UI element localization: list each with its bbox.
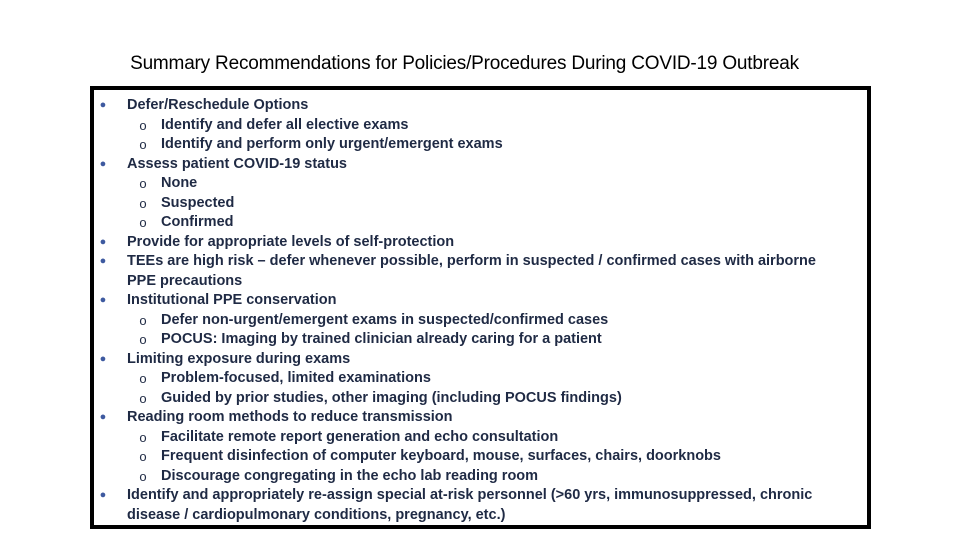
sub-bullet-icon: o xyxy=(139,215,147,230)
bullet-icon: ● xyxy=(99,255,107,267)
sub-list-item xyxy=(94,311,867,331)
list-item xyxy=(94,350,867,370)
sub-item-text: Confirmed xyxy=(161,214,234,230)
sub-item-text: Problem-focused, limited examinations xyxy=(161,370,431,386)
list-item xyxy=(94,252,867,291)
recommendations-list xyxy=(94,96,867,525)
list-item xyxy=(94,233,867,253)
slide-title: Summary Recommendations for Policies/Procedures During COVID-19 Outbreak xyxy=(130,53,799,74)
sub-bullet-icon: o xyxy=(139,176,147,191)
sub-list-item xyxy=(94,194,867,214)
sub-bullet-icon: o xyxy=(139,137,147,152)
sub-list-item xyxy=(94,369,867,389)
recommendations-box xyxy=(90,86,871,529)
sub-item-text: Identify and perform only urgent/emergent exams xyxy=(161,136,503,152)
sub-list-item xyxy=(94,135,867,155)
item-text: Limiting exposure during exams xyxy=(127,350,351,367)
bullet-icon: ● xyxy=(99,235,107,248)
bullet-icon: ● xyxy=(99,294,107,306)
list-item xyxy=(94,96,867,116)
sub-item-text: Defer non-urgent/emergent exams in suspected/confirmed cases xyxy=(161,311,609,328)
sub-list-item xyxy=(94,467,867,487)
sub-item-text: Frequent disinfection of computer keyboard, mouse, surfaces, chairs, doorknobs xyxy=(161,448,721,464)
sub-bullet-icon: o xyxy=(139,332,147,347)
sub-item-text: Discourage congregating in the echo lab reading room xyxy=(161,467,539,484)
sub-list-item xyxy=(94,389,867,409)
sub-bullet-icon: o xyxy=(139,312,147,328)
bullet-icon: ● xyxy=(99,157,107,170)
item-text: Identify and appropriately re-assign special at-risk personnel (>60 yrs, immunosuppressed, chronic disease / cardiopulmonary conditions, pregnancy, etc.) xyxy=(127,487,813,523)
list-item xyxy=(94,486,867,525)
sub-item-text: Suspected xyxy=(161,194,235,211)
bullet-icon: ● xyxy=(99,352,107,365)
bullet-icon: ● xyxy=(99,99,107,111)
list-item xyxy=(94,408,867,428)
item-text: Institutional PPE conservation xyxy=(127,292,337,308)
sub-list-item xyxy=(94,213,867,233)
sub-bullet-icon: o xyxy=(139,117,147,133)
item-text: Reading room methods to reduce transmission xyxy=(127,409,453,425)
sub-item-text: Guided by prior studies, other imaging (including POCUS findings) xyxy=(161,389,622,406)
sub-list-item xyxy=(94,116,867,136)
bullet-icon: ● xyxy=(99,411,107,423)
sub-item-text: Facilitate remote report generation and echo consultation xyxy=(161,428,559,445)
sub-item-text: POCUS: Imaging by trained clinician already caring for a patient xyxy=(161,331,602,347)
sub-bullet-icon: o xyxy=(139,429,147,445)
item-text: Provide for appropriate levels of self-protection xyxy=(127,233,455,250)
sub-bullet-icon: o xyxy=(139,449,147,464)
sub-item-text: Identify and defer all elective exams xyxy=(161,116,409,133)
sub-bullet-icon: o xyxy=(139,195,147,211)
sub-item-text: None xyxy=(161,175,198,191)
sub-list-item xyxy=(94,447,867,467)
item-text: Assess patient COVID-19 status xyxy=(127,155,347,172)
bullet-icon: ● xyxy=(99,489,107,501)
item-text: TEEs are high risk – defer whenever possible, perform in suspected / confirmed cases with airborne PPE precautions xyxy=(127,253,816,289)
sub-bullet-icon: o xyxy=(139,390,147,406)
list-item xyxy=(94,291,867,311)
sub-list-item xyxy=(94,174,867,194)
list-item xyxy=(94,155,867,175)
sub-bullet-icon: o xyxy=(139,371,147,386)
sub-bullet-icon: o xyxy=(139,468,147,484)
sub-list-item xyxy=(94,428,867,448)
sub-list-item xyxy=(94,330,867,350)
item-text: Defer/Reschedule Options xyxy=(127,97,309,113)
